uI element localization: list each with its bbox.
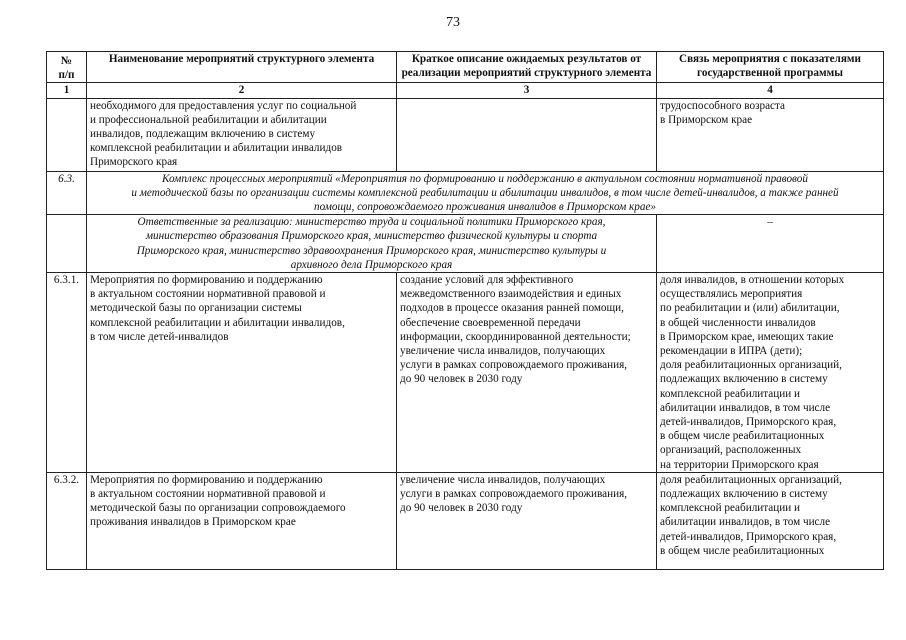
item-632-expected-results: увеличение числа инвалидов, получающих услуги в рамках сопровождаемого проживания, до 90 человек в 2030 году <box>397 472 657 569</box>
table-row-item-632 <box>47 472 884 569</box>
item-632-number: 6.3.2. <box>47 472 87 569</box>
item-631-measure-name: Мероприятия по формированию и поддержанию в актуальном состоянии нормативной правовой и методической базы по организации системы комплексной реабилитации и абилитации инвалидов, в том числе детей-инвалидов <box>87 273 397 473</box>
table-row-complex <box>47 171 884 215</box>
continued-program-indicators: трудоспособного возраста в Приморском крае <box>657 98 884 171</box>
header-measure-name: Наименование мероприятий структурного элемента <box>87 52 397 83</box>
column-number-3: 3 <box>397 83 657 98</box>
continued-number-cell <box>47 98 87 171</box>
item-631-number: 6.3.1. <box>47 273 87 473</box>
item-632-program-indicators: доля реабилитационных организаций, подлежащих включению в систему комплексной реабилитации и абилитации инвалидов, в том числе детей-инвалидов, Приморского края, в общем числе реабилитационных <box>657 472 884 569</box>
table-row-continued <box>47 98 884 171</box>
header-number: № п/п <box>47 52 87 83</box>
responsible-program-link: – <box>657 215 884 273</box>
continued-measure-name: необходимого для предоставления услуг по социальной и профессиональной реабилитации и абилитации инвалидов, подлежащим включению в систему комплексной реабилитации и абилитации инвалидов Приморского края <box>87 98 397 171</box>
complex-number: 6.3. <box>47 171 87 215</box>
item-631-expected-results: создание условий для эффективного межведомственного взаимодействия и единых подходов в процессе оказания ранней помощи, обеспечение своевременной передачи информации, скоординированной деятельности; увеличение числа инвалидов, получающих услуги в рамках сопровождаемого проживания, до 90 человек в 2030 году <box>397 273 657 473</box>
continued-expected-results <box>397 98 657 171</box>
item-631-program-indicators: доля инвалидов, в отношении которых осуществлялись мероприятия по реабилитации и (или) абилитации, в общей численности инвалидов в Приморском крае, имеющих такие рекомендации в ИПРА (дети); доля реабилитационных организаций, подлежащих включению в систему комплексной реабилитации и абилитации инвалидов, в том числе детей-инвалидов, Приморского края, в общем числе реабилитационных организаций, расположенных на территории Приморского края <box>657 273 884 473</box>
measures-table <box>46 51 884 570</box>
table-row-item-631 <box>47 273 884 473</box>
item-632-measure-name: Мероприятия по формированию и поддержанию в актуальном состоянии нормативной правовой и методической базы по организации сопровождаемого проживания инвалидов в Приморском крае <box>87 472 397 569</box>
complex-title: Комплекс процессных мероприятий «Мероприятия по формированию и поддержанию в актуальном состоянии нормативной правовой и методической базы по организации системы комплексной реабилитации и абилитации инвалидов, в том числе детей-инвалидов, а также ранней помощи, сопровождаемого проживания инвалидов в Приморском крае» <box>87 171 884 215</box>
responsible-parties: Ответственные за реализацию: министерство труда и социальной политики Приморского края, министерство образования Приморского края, министерство физической культуры и спорта Приморского края, министерство здравоохранения Приморского края, министерство культуры и архивного дела Приморского края <box>87 215 657 273</box>
responsible-number-cell <box>47 215 87 273</box>
column-number-2: 2 <box>87 83 397 98</box>
table-header-row <box>47 52 884 83</box>
page-number: 73 <box>446 15 460 30</box>
table-row-responsible <box>47 215 884 273</box>
column-number-row <box>47 83 884 98</box>
header-expected-results: Краткое описание ожидаемых результатов от реализации мероприятий структурного элемента <box>397 52 657 83</box>
column-number-1: 1 <box>47 83 87 98</box>
column-number-4: 4 <box>657 83 884 98</box>
header-program-indicators: Связь мероприятия с показателями государственной программы <box>657 52 884 83</box>
